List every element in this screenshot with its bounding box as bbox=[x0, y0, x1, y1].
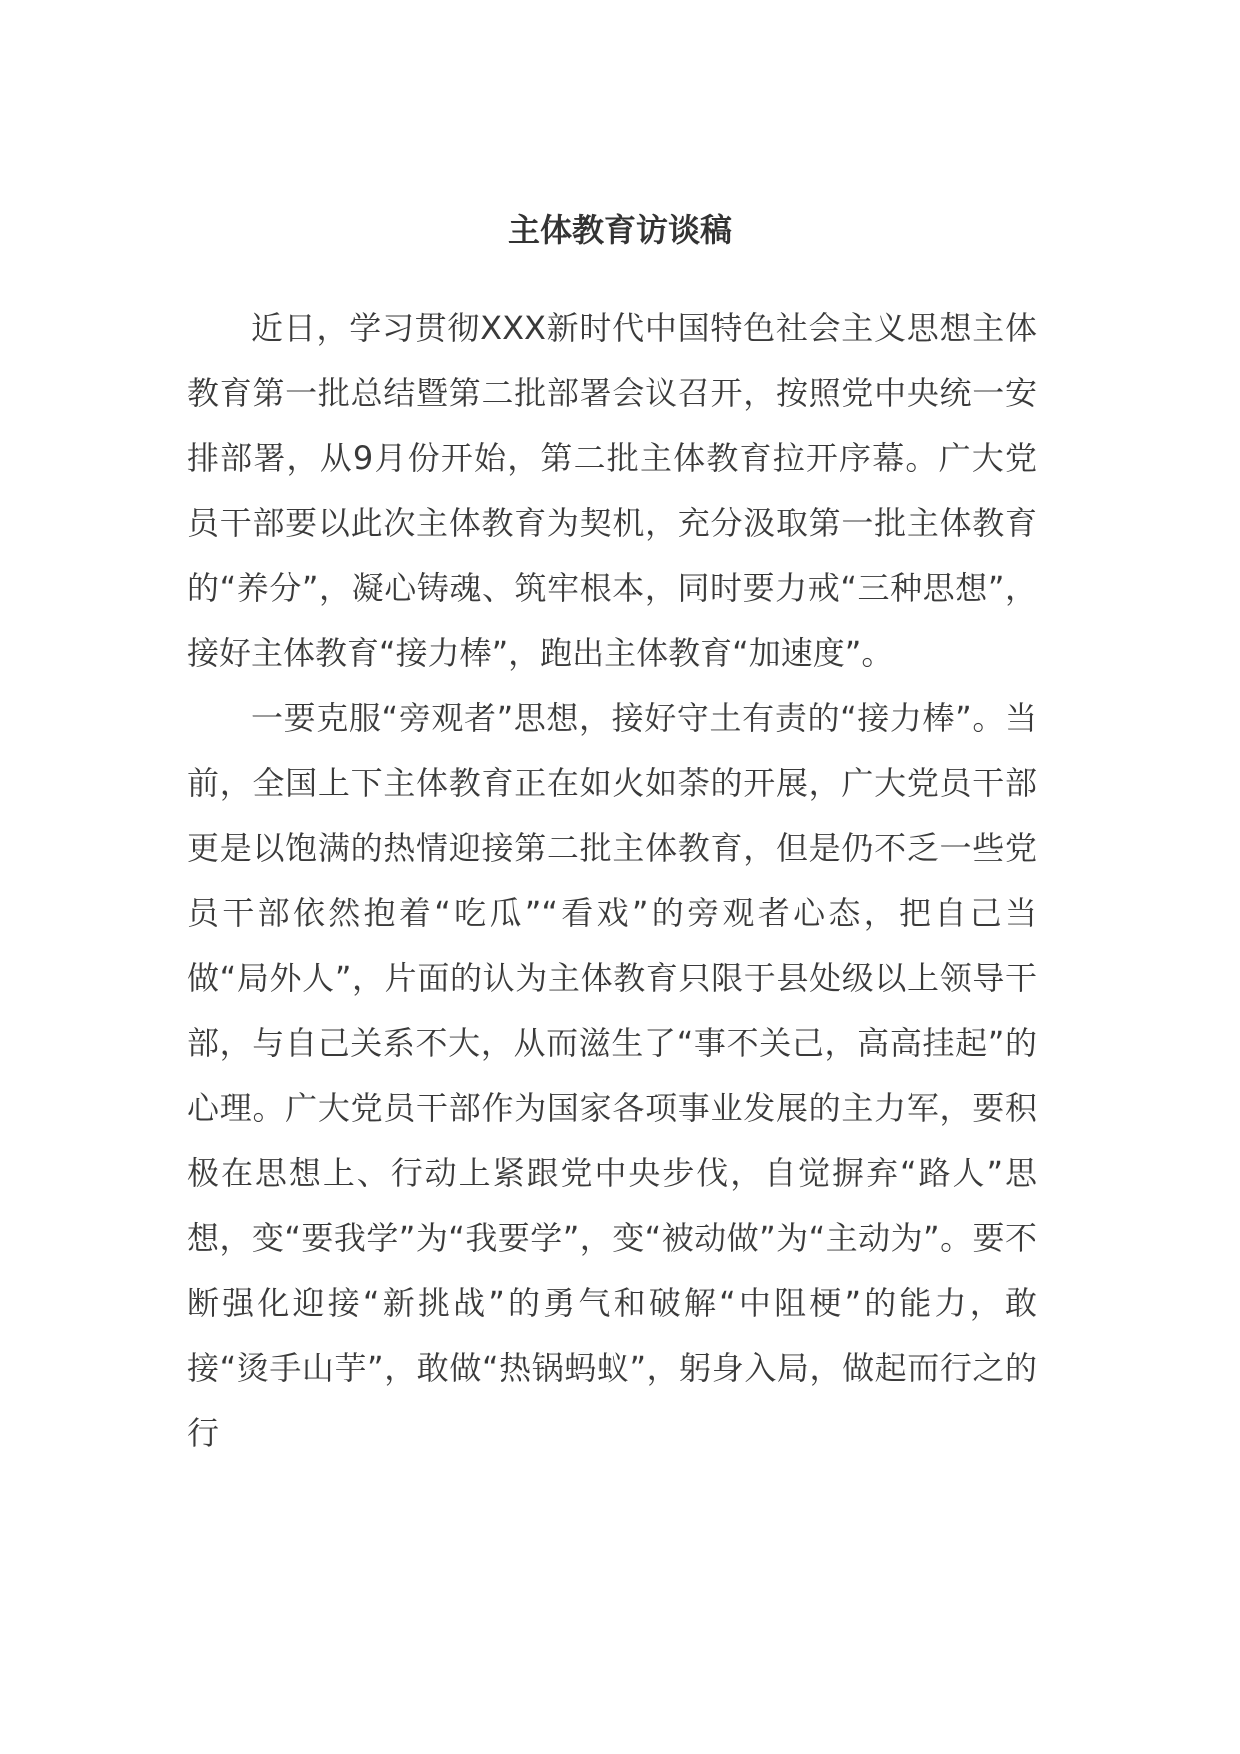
paragraph-intro: 近日，学习贯彻XXX新时代中国特色社会主义思想主体教育第一批总结暨第二批部署会议召开，按照党中央统一安排部署，从9月份开始，第二批主体教育拉开序幕。广大党员干部要以此次主体教育为契机，充分汲取第一批主体教育的“养分”，凝心铸魂、筑牢根本，同时要力戒“三种思想”，接好主体教育“接力棒”，跑出主体教育“加速度”。 bbox=[187, 309, 1037, 672]
document-title: 主体教育访谈稿 bbox=[507, 211, 732, 249]
document-body bbox=[187, 296, 1037, 1466]
paragraph-point-one: 一要克服“旁观者”思想，接好守土有责的“接力棒”。当前，全国上下主体教育正在如火如荼的开展，广大党员干部更是以饱满的热情迎接第二批主体教育，但是仍不乏一些党员干部依然抱着“吃瓜”“看戏”的旁观者心态，把自己当做“局外人”，片面的认为主体教育只限于县处级以上领导干部，与自己关系不大，从而滋生了“事不关己，高高挂起”的心理。广大党员干部作为国家各项事业发展的主力军，要积极在思想上、行动上紧跟党中央步伐，自觉摒弃“路人”思想，变“要我学”为“我要学”，变“被动做”为“主动为”。要不断强化迎接“新挑战”的勇气和破解“中阻梗”的能力，敢接“烫手山芋”，敢做“热锅蚂蚁”，躬身入局，做起而行之的行 bbox=[187, 699, 1037, 1452]
